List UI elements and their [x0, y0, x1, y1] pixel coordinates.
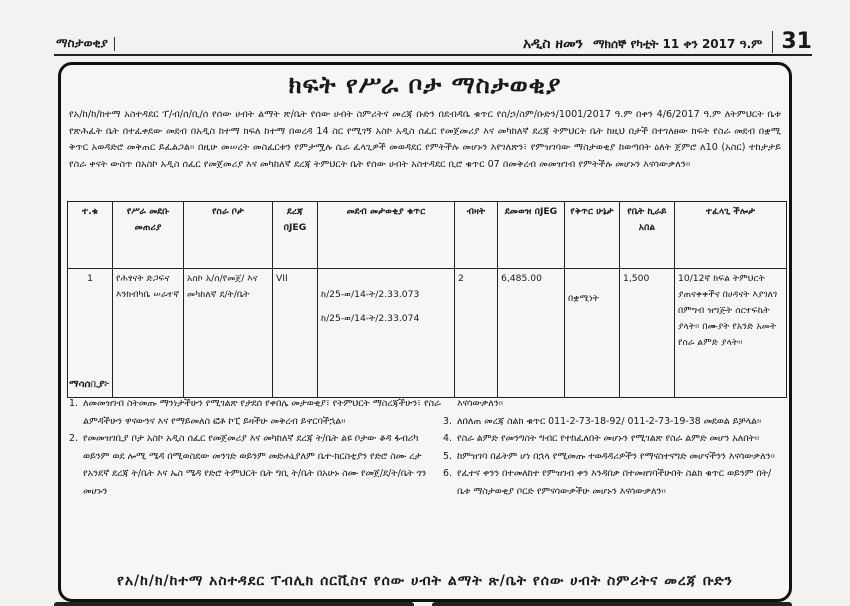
note-number: 5. [443, 450, 452, 462]
cell-salary: 6,485.00 [498, 269, 565, 398]
note-item [443, 430, 783, 448]
col-header: መደብ መታወቂያ ቁጥር [318, 202, 455, 269]
note-number: 4. [443, 433, 452, 444]
table-row [68, 269, 787, 398]
cell-employment [565, 269, 620, 398]
note-text: የስራ ልምድ የመንግስት ግብር የተከፈለበት መሆኑን የሚገልጽ የስራ ልምድ መሆን አለበት፡፡ [457, 433, 760, 444]
cell-place: አስኮ አ/ሰ/የመጀ/ እና መካከለኛ ደ/ት/ቤት [184, 269, 273, 398]
note-text: የፈተና ቀንን በተመለከተ የምዝገብ ቀን እንዳበቃ በተመዘገባችሁበት ስልክ ቁጥር ወይንም በት/ቤቱ ማስታወቂያ ቦርድ የምናሳውቃችሁ መሆኑን እናሳውቃለን፡፡ [457, 468, 772, 497]
note-item [443, 448, 783, 466]
col-header: የቅጥር ሁኔታ [565, 202, 620, 269]
note-text: እናሳውቃለን፡፡ [457, 398, 504, 409]
section-label: ማስታወቂያ [56, 36, 115, 51]
note-item [443, 465, 783, 500]
note-item [69, 395, 441, 430]
advertisement-box [58, 62, 792, 602]
position-id: ከ/25-ወ/14-ት/2.33.074 [321, 313, 420, 324]
note-text: የመመዝገቢያ ቦታ አስኮ አዲስ ሰፈር የመጀመሪያ እና መካከለኛ ደረጃ ት/ቤት ልዩ ቦታው ቆዳ ፋብሪካ ወይንም ወደ ሎሚ ሜዳ በሚወስደው መንገድ ወይንም መድሐኒያለም ቤተ-ክርስቲያን የድሮ ስሙ ረታ የአንደኛ ደረጃ ት/ቤት እና ኤስ ሜዳ የድሮ ትምህርት ቤት ግቢ ት/ቤት በአሁኑ ስሙ የመጀ/ደ/ት/ቤት ጎን መሆኑን [83, 433, 427, 497]
page-header [523, 31, 812, 53]
note-number [443, 395, 457, 413]
col-header: ተፈላጊ ችሎታ [675, 202, 787, 269]
newspaper-name: አዲስ ዘመን [522, 36, 583, 52]
note-item [443, 413, 783, 431]
issuer-signature: የአ/ከ/ክ/ከተማ አስተዳደር ፐብሊክ ሰርቪስና የሰው ሀብት ልማት ጽ/ቤት የሰው ሀብት ስምሪትና መረጃ ቡድን [116, 573, 734, 589]
col-header: ደረጃ በJEG [273, 202, 318, 269]
next-box-edge-left [54, 602, 414, 606]
col-header: የሥራ መደቡ መጠሪያ [113, 202, 184, 269]
page-number: 31 [772, 31, 812, 53]
cell-ids [318, 269, 455, 398]
ad-intro: የአ/ከ/ከ/ከተማ አስተዳደር ፐ/ብ/ሰ/ቢ/ሰ የሰው ሀብት ልማት ጽ/ቤት የሰው ሀብት ስምሪትና መረጃ ቡድን በደብዳቤ ቁጥር የሰ/ኃ/ስም/ቡድን/1001/2017 ዓ.ም በቀን 4/6/2017 ዓ.ም ለትምህርት ቤቱ የጽሕፈት ቤት በተፈቀደው መደብ በአዲስ ከተማ ክፍለ ከተማ በወረዳ 14 ስር የሚገኝ አስኮ አዲስ ሰፈር የመጀመሪያ እና መካከለኛ ደረጃ ትምህርት ቤት ከዚህ በታች በተገለፀው ክፍት የስራ መደብ በቋሚ ቅጥር አወዳድሮ መቅጠር ይፈልጋል፡፡ በዚሁ መሠረት መስፈርቱን የምታሟሉ ሴራ ፈላጊዎች መወዳደር የምትችሉ መሆኑን እየገለጽን፣ የምዝገባው ማስታወቂያ ከወጣበት ዕለት ጀምሮ ለ10 (አስር) ተከታታይ የስራ ቀናት ውስጥ በአስኮ አዲስ ሰፈር የመጀመሪያ እና መካከለኛ ደረጃ ትምህርት ቤት የሰው ሀብት አስተዳደር ቢሮ ቁጥር 07 በመቅረብ መመዝገብ የምትችሉ መሆኑን እናሳውቃለን፡፡ [69, 109, 781, 170]
note-text: ለበለጠ መረጃ ስልክ ቁጥር 011-2-73-18-92/ 011-2-73-19-38 መደወል ይቻላል፡፡ [457, 415, 762, 427]
note-number: 2. [69, 433, 78, 444]
header-rule [54, 54, 812, 56]
col-header: የቤት ኪራይ አበል [620, 202, 675, 269]
note-item [69, 430, 441, 500]
note-number: 3. [443, 415, 452, 427]
note-number: 1. [69, 398, 78, 409]
col-header: ደመወዝ በJEG [498, 202, 565, 269]
notes-right-column [443, 395, 783, 500]
issue-date: ማክሰኞ የካቲት 11 ቀን 2017 ዓ.ም [592, 37, 763, 51]
cell-no: 1 [68, 269, 113, 398]
ad-title: ክፍት የሥራ ቦታ ማስታወቂያ [288, 71, 562, 99]
note-number: 6. [443, 468, 452, 479]
note-text: ለመመዝገብ ስትመጡ ማንነታችሁን የሚገልጽ የታደሰ የቀበሌ መታወቂያ፣ የትምህርት ማስረጃችሁን፣ የስራ ልምዳችሁን ዋናውንና እና የማይመለስ ፎቶ ኮፒ ይዛችሁ መቅረብ ይኖርባችኋል፡፡ [83, 398, 441, 427]
col-header: ብዛት [455, 202, 498, 269]
col-header: ተ.ቁ [68, 202, 113, 269]
employment-type: በቋሚነት [568, 293, 600, 304]
next-box-edge-right [432, 602, 792, 606]
note-item [443, 395, 783, 413]
cell-title: የሕፃናት ድጋፍና እንክብካቤ ሠራተኛ [113, 269, 184, 398]
notes-title: ማሳሰቢያ፦ [69, 379, 110, 390]
notes-left-column [69, 395, 441, 500]
vacancy-table [67, 201, 787, 398]
note-text: ከምዝገባ በፊትም ሆነ በኋላ የሚመጡ ተወዳዳሪዎችን የማናስተናግድ መሆናችንን እናሳውቃለን፡፡ [457, 450, 775, 462]
table-header-row [68, 202, 787, 269]
position-id: ከ/25-ወ/14-ት/2.33.073 [321, 289, 420, 300]
cell-grade: VII [273, 269, 318, 398]
cell-requirements: 10/12ኛ ክፍል ትምህርት ያጠናቀቀችና በሀዳናት እያገለገ በምግብ ዝግጅት ሰርተፍኬት ያላት፡፡ በሙያት የአንድ አመት የስራ ልምድ ያላት፡፡ [675, 269, 787, 398]
cell-housing: 1,500 [620, 269, 675, 398]
cell-qty: 2 [455, 269, 498, 398]
col-header: የስራ ቦታ [184, 202, 273, 269]
